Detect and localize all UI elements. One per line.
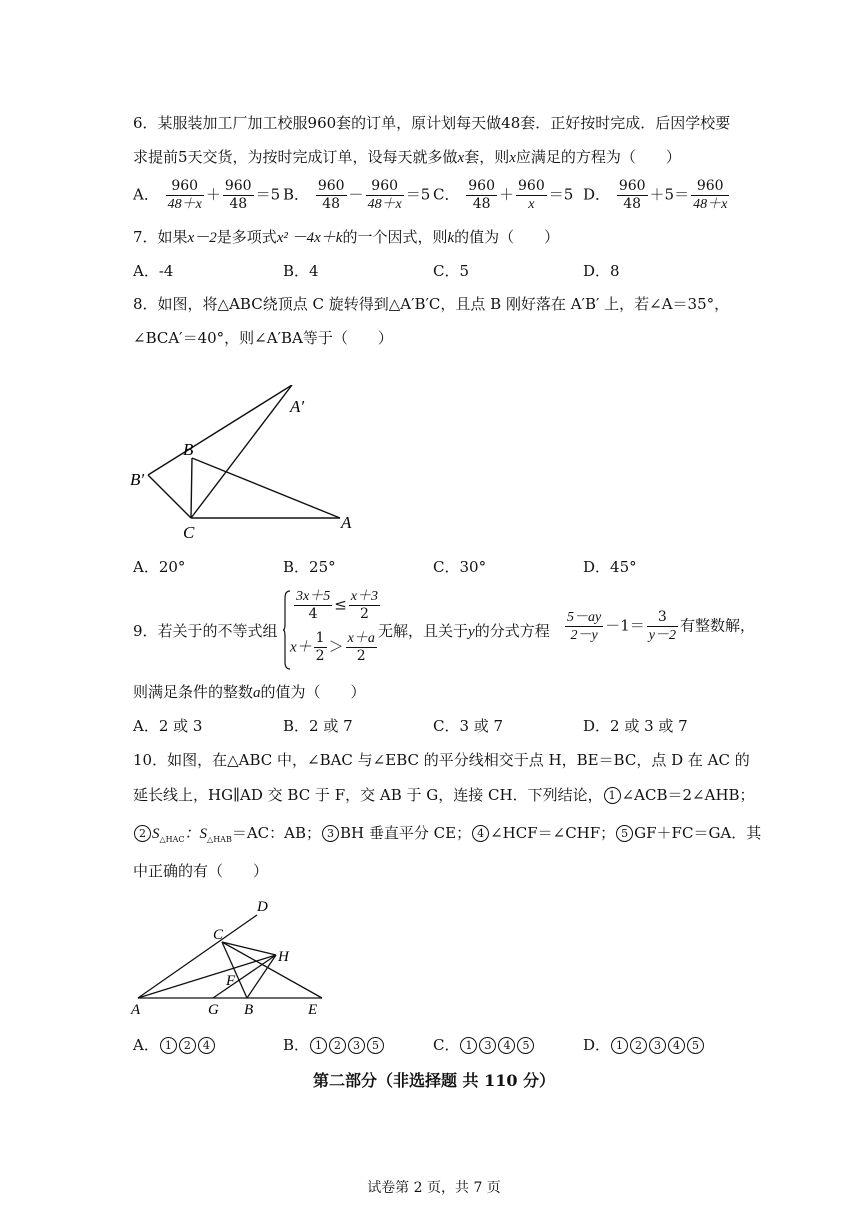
q7-option-a[interactable]: A．-4: [133, 262, 174, 280]
segment-a-prime-c: [191, 385, 292, 518]
fraction: $\frac{960}{48+x}$: [367, 178, 402, 212]
label-b-prime: B′: [130, 470, 145, 489]
label-b: B: [183, 440, 194, 459]
circled-number: 5: [616, 825, 633, 842]
q7-option-d[interactable]: D．8: [583, 262, 620, 280]
q6-var2: x: [509, 150, 516, 166]
q6-text3: 应满足的方程为（ ）: [515, 148, 681, 166]
opt-label: C．: [433, 185, 460, 204]
section-title: 第二部分（非选择题 共 110 分）: [312, 1071, 556, 1090]
circled-number: 2: [134, 825, 151, 842]
q10-line3: 2 $S_{\triangle HAC}$：$S_{\triangle HAB}=AC$：AB； 3 BH 垂直平分 CE； 4 ∠HCF＝∠CHF； 5 GF＋FC＝GA．其: [133, 822, 761, 851]
q10-line1: 10．如图，在△ABC 中，∠BAC 与∠EBC 的平分线相交于点 H，BE＝BC，点 D 在 AC 的: [133, 751, 750, 769]
q7-stem: 7．如果x－2是多项式x² －4x＋k的一个因式，则k的值为（ ）: [133, 228, 560, 246]
label-g: G: [208, 1002, 219, 1018]
segment-a-d: [138, 915, 257, 998]
q10-option-a[interactable]: A． 1 2 4: [133, 1034, 216, 1056]
q8-line1: 8．如图，将△ABC绕顶点 C 旋转得到△A′B′C，且点 B 刚好落在 A′B′ 上，若∠A＝35°，: [133, 295, 730, 313]
q9-inequality-1: $\frac{3x+5}{4}$ ≤ $\frac{x+3}{2}$: [296, 589, 379, 622]
q6-option-b[interactable]: B． $\frac{960}{48}$ － $\frac{960}{48+x}$ ＝5: [283, 178, 431, 212]
q6-option-a[interactable]: A． $\frac{960}{48+x}$ ＋ $\frac{960}{48}$ ＝5: [133, 178, 281, 212]
q6-text2: 套，则: [464, 148, 510, 166]
fraction: $\frac{960}{48+x}$: [693, 178, 728, 212]
q9-option-c[interactable]: C．3 或 7: [433, 717, 504, 735]
fraction: $\frac{960}{48}$: [618, 178, 646, 212]
q7-option-b[interactable]: B．4: [283, 262, 319, 280]
label-a: A: [131, 1002, 141, 1018]
q10-figure: [125, 895, 365, 1020]
q7-poly: x² －4x＋k: [276, 230, 343, 246]
opt-label: A．: [133, 185, 159, 204]
q8-option-c[interactable]: C．30°: [433, 558, 487, 576]
segment-a-prime-b-prime: [148, 385, 292, 475]
q6-text: 求提前5天交货，为按时完成订单，设每天就多做: [133, 148, 458, 166]
q9-inequality-2: x＋ $\frac{1}{2}$ ＞ $\frac{x+a}{2}$: [290, 630, 375, 664]
label-f: F: [226, 973, 236, 989]
circled-number: 3: [322, 825, 339, 842]
fraction: $\frac{960}{48+x}$: [167, 178, 202, 212]
q10-option-b[interactable]: B． 1 2 3 5: [283, 1034, 385, 1056]
fraction: $\frac{960}{48}$: [468, 178, 495, 212]
opt-label: D．: [583, 185, 611, 204]
q9-mid: 无解，且关于y的分式方程: [378, 622, 550, 640]
segment-a-h: [138, 955, 276, 998]
label-e: E: [308, 1002, 318, 1018]
q10-line4: 中正确的有（ ）: [133, 862, 269, 880]
segment-c-h: [222, 942, 276, 955]
q8-option-a[interactable]: A．20°: [133, 558, 186, 576]
circled-number: 1: [604, 787, 621, 804]
fraction: $\frac{960}{48}$: [224, 178, 252, 212]
q8-line2: ∠BCA′＝40°，则∠A′BA等于（ ）: [133, 329, 393, 347]
q9-option-d[interactable]: D．2 或 3 或 7: [583, 717, 688, 735]
fraction: $\frac{960}{x}$: [518, 178, 545, 212]
segment-h-b: [247, 955, 276, 998]
label-a: A: [341, 513, 352, 532]
segment-b-prime-c: [148, 475, 191, 518]
q9-pre: 9．若关于的不等式组: [133, 622, 278, 640]
q10-line2: 延长线上，HG∥AD 交 BC 于 F，交 AB 于 G，连接 CH．下列结论， 1 ∠ACB＝2∠AHB；: [133, 786, 755, 804]
label-h: H: [278, 949, 289, 965]
opt-label: B．: [283, 185, 310, 204]
label-c: C: [213, 927, 224, 943]
q8-option-b[interactable]: B．25°: [283, 558, 336, 576]
q10-option-c[interactable]: C． 1 3 4 5: [433, 1034, 535, 1056]
label-b: B: [244, 1002, 254, 1018]
label-a-prime: A′: [290, 397, 305, 416]
q9-option-a[interactable]: A．2 或 3: [133, 717, 203, 735]
q6-line1: 6．某服装加工厂加工校服960套的订单，原计划每天做48套．正好按时完成．后因学校要: [133, 114, 731, 132]
segment-c-e: [222, 942, 322, 998]
q9-equation: $\frac{5-ay}{2-y}$ －1＝ $\frac{3}{y-2}$ 有整数解，: [567, 609, 755, 643]
page-footer: 试卷第 2 页，共 7 页: [367, 1180, 501, 1196]
q6-var: x: [457, 150, 465, 166]
segment-b-c: [191, 458, 192, 518]
q9-line2: 则满足条件的整数a的值为（ ）: [133, 683, 366, 701]
q8-option-d[interactable]: D．45°: [583, 558, 637, 576]
q6-option-d[interactable]: D． $\frac{960}{48}$ ＋5＝ $\frac{960}{48+x}$: [583, 178, 728, 212]
fraction: $\frac{960}{48}$: [317, 178, 345, 212]
circled-number: 4: [472, 825, 489, 842]
q7-option-c[interactable]: C．5: [433, 262, 470, 280]
q10-option-d[interactable]: D． 1 2 3 4 5: [583, 1034, 705, 1056]
q6-line2: [133, 146, 681, 169]
q8-figure: [120, 385, 380, 555]
q9-option-b[interactable]: B．2 或 7: [283, 717, 353, 735]
label-c: C: [183, 523, 195, 542]
label-d: D: [257, 899, 268, 915]
q6-option-c[interactable]: C． $\frac{960}{48}$ ＋ $\frac{960}{x}$ ＝5: [433, 178, 574, 212]
q7-factor: x－2: [187, 230, 217, 246]
